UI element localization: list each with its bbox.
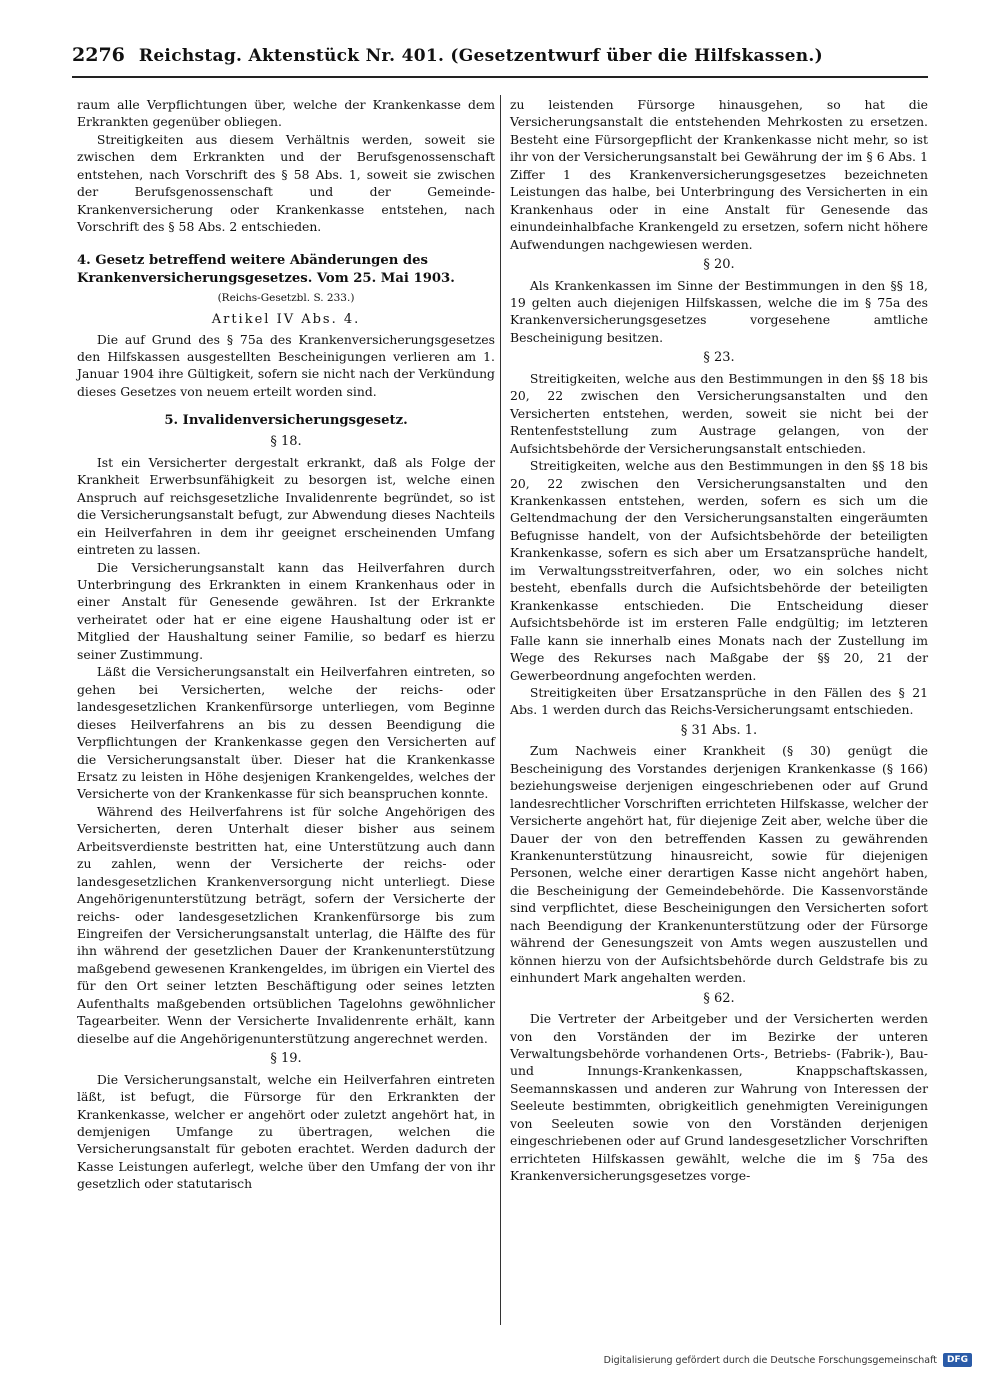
paragraph: Streitigkeiten, welche aus den Bestimmungen in den §§ 18 bis 20, 22 zwischen den Versicherungsanstalten und den Krankenkassen entstehen, werden, sofern es sich um die Geltendmachung der den Versicherungsanstalten eingeräumten Befugnisse handelt, von der Aufsichtsbehörde der beteiligten Krankenkasse, sofern es sich aber um Ersatzansprüche handelt, im Verwaltungsstreitverfahren, oder, wo ein solches nicht besteht, ebenfalls durch die Aufsichtsbehörde der beteiligten Krankenkasse entschieden. Die Entscheidung dieser Aufsichtsbehörde ist im ersteren Falle endgültig; im letzteren Falle kann sie innerhalb eines Monats nach der Zustellung im Wege des Rekurses nach Maßgabe der §§ 20, 21 der Gewerbeordnung angefochten werden. — [510, 458, 928, 683]
paragraph: Die auf Grund des § 75a des Krankenversicherungsgesetzes den Hilfskassen ausgestellten Bescheinigungen verlieren am 1. Januar 1904 ihre Gültigkeit, sofern sie nicht nach der Verkündung dieses Gesetzes von neuem erteilt worden sind. — [77, 331, 495, 399]
paragraph: Streitigkeiten aus diesem Verhältnis werden, soweit sie zwischen dem Erkrankten und der Berufsgenossenschaft entstehen, nach Vorschrift des § 58 Abs. 1, soweit sie zwischen der Berufsgenossenschaft und der Gemeinde-Krankenversicherung oder Krankenkasse entstehen, nach Vorschrift des § 58 Abs. 2 entschieden. — [77, 131, 495, 235]
paragraph-number: § 19. — [270, 1051, 302, 1067]
paragraph: raum alle Verpflichtungen über, welche der Krankenkasse dem Erkrankten gegenüber obliegen. — [77, 97, 495, 130]
paragraph: Die Versicherungsanstalt kann das Heilverfahren durch Unterbringung des Erkrankten in einem Krankenhaus oder in einer Anstalt für Genesende gewähren. Ist der Erkrankte verheiratet oder hat er eine eigene Haushaltung oder ist er Mitglied der Haushaltung seiner Familie, so bedarf es hierzu seiner Zustimmung. — [77, 559, 495, 662]
running-title: Reichstag. Aktenstück Nr. 401. (Gesetzentwurf über die Hilfskassen.) — [138, 46, 823, 66]
digitization-credit — [604, 1353, 972, 1367]
paragraph: Die Vertreter der Arbeitgeber und der Versicherten werden von den Vorständen der im Bezirke der unteren Verwaltungsbehörde vorhandenen Orts-, Betriebs- (Fabrik-), Bau- und Innungs-Krankenkassen, Knappschaftskassen, Seemannskassen und anderen zur Wahrung von Interessen der Seeleute bestimmten, obrigkeitlich genehmigten Vereinigungen von Seeleuten sowie von den Vorständen derjenigen eingeschriebenen oder auf Grund landesgesetzlicher Vorschriften errichteten Hilfskassen gewählt, welche die im § 75a des Krankenversicherungsgesetzes vorge- — [510, 1011, 928, 1184]
paragraph: Läßt die Versicherungsanstalt ein Heilverfahren eintreten, so gehen bei Versicherten, welche der reichs- oder landesgesetzlichen Krankenfürsorge unterliegen, vom Beginne dieses Heilverfahrens an bis zu dessen Beendigung die Verpflichtungen der Krankenkasse gegen den Versicherten auf die Versicherungsanstalt über. Dieser hat die Krankenkasse Ersatz zu leisten in Höhe desjenigen Krankengeldes, welches der Versicherte von der Krankenkasse für sich beanspruchen konnte. — [77, 664, 495, 802]
paragraph-number: § 20. — [703, 257, 735, 273]
paragraph-number: § 31 Abs. 1. — [680, 722, 758, 738]
paragraph: Als Krankenkassen im Sinne der Bestimmungen in den §§ 18, 19 gelten auch diejenigen Hilfskassen, welche die im § 75a des Krankenversicherungsgesetzes vorgesehene amtliche Bescheinigung besitzen. — [510, 277, 928, 345]
paragraph-number: § 62. — [703, 990, 735, 1006]
paragraph: Während des Heilverfahrens ist für solche Angehörigen des Versicherten, deren Unterhalt dieser bisher aus seinem Arbeitsverdienste bestritten hat, eine Unterstützung auch dann zu zahlen, wenn der Versicherte der reichs- oder landesgesetzlichen Krankenversorgung nicht unterliegt. Diese Angehörigenunterstützung beträgt, sofern der Versicherte der reichs- oder landesgesetzlichen Krankenfürsorge bis zum Eingreifen der Versicherungsanstalt unterlag, die Hälfte des für ihn während der gesetzlichen Dauer der Krankenunterstützung maßgebend gewesenen Krankengeldes, im übrigen ein Viertel des für den Ort seiner letzten Beschäftigung oder seines letzten Aufenthalts maßgebenden ortsüblichen Tagelohns gewöhnlicher Tagearbeiter. Wenn der Versicherte Invalidenrente erhält, kann dieselbe auf die Angehörigenunterstützung angerechnet werden. — [77, 803, 495, 1046]
source-citation: (Reichs-Gesetzbl. S. 233.) — [217, 291, 355, 304]
paragraph-number: § 18. — [270, 434, 302, 450]
left-column — [77, 96, 495, 1193]
paragraph: Zum Nachweis einer Krankheit (§ 30) genügt die Bescheinigung des Vorstandes derjenigen Krankenkasse (§ 166) beziehungsweise derjenigen eingeschriebenen oder auf Grund landesrechtlicher Vorschriften errichteten Hilfskasse, welcher der Versicherte angehört hat, für diejenige Zeit aber, welche über die Dauer der von den betreffenden Kassen zu gewährenden Krankenunterstützung hinausreicht, sowie für diejenigen Personen, welche einer derartigen Kasse nicht angehört haben, die Bescheinigung der Gemeindebehörde. Die Kassenvorstände sind verpflichtet, diese Bescheinigungen den Versicherten sofort nach Beendigung der Krankenunterstützung oder der Fürsorge während der Genesungszeit von Amts wegen auszustellen und können hierzu von der Aufsichtsbehörde durch Geldstrafe bis zu einhundert Mark angehalten werden. — [510, 743, 928, 986]
paragraph: Die Versicherungsanstalt, welche ein Heilverfahren eintreten läßt, ist befugt, die Fürsorge für den Erkrankten der Krankenkasse, welcher er angehört oder zuletzt angehört hat, in demjenigen Umfange zu übertragen, welchen die Versicherungsanstalt für geboten erachtet. Werden dadurch der Kasse Leistungen auferlegt, welche über den Umfang der von ihr gesetzlich oder statutarisch — [77, 1071, 495, 1192]
right-column — [510, 96, 928, 1185]
paragraph: Streitigkeiten, welche aus den Bestimmungen in den §§ 18 bis 20, 22 zwischen den Versicherungsanstalten und den Versicherten entstehen, werden, soweit sie nicht bei der Rentenfeststellung zum Austrage gelangen, von der Aufsichtsbehörde der Versicherungsanstalt entschieden. — [510, 370, 928, 456]
paragraph: zu leistenden Fürsorge hinausgehen, so hat die Versicherungsanstalt die entstehenden Mehrkosten zu ersetzen. Besteht eine Fürsorgepflicht der Krankenkasse nicht mehr, so ist ihr von der Versicherungsanstalt bei Gewährung der im § 6 Abs. 1 Ziffer 1 des Krankenversicherungsgesetzes bezeichneten Leistungen das halbe, bei Unterbringung des Versicherten in ein Krankenhaus oder in eine Anstalt für Genesende das einundeinhalbfache Krankengeld zu ersetzen, sofern nicht höhere Aufwendungen nachgewiesen werden. — [510, 97, 928, 252]
article-heading: Artikel IV Abs. 4. — [211, 312, 361, 328]
section-heading: 4. Gesetz betreffend weitere Abänderungen des Krankenversicherungsgesetzes. Vom 25. Mai 1903. — [77, 252, 455, 286]
paragraph-number: § 23. — [703, 350, 735, 366]
dfg-logo-icon: DFG — [943, 1353, 972, 1367]
credit-text: Digitalisierung gefördert durch die Deutsche Forschungsgemeinschaft — [603, 1354, 937, 1366]
paragraph: Streitigkeiten über Ersatzansprüche in den Fällen des § 21 Abs. 1 werden durch das Reichs-Versicherungsamt entschieden. — [510, 684, 928, 718]
section-heading: 5. Invalidenversicherungsgesetz. — [164, 413, 408, 429]
page-header — [72, 44, 928, 78]
paragraph: Ist ein Versicherter dergestalt erkrankt, daß als Folge der Krankheit Erwerbsunfähigkeit zu besorgen ist, welche einen Anspruch auf reichsgesetzliche Invalidenrente begründet, so ist die Versicherungsanstalt befugt, zur Abwendung dieses Nachteils ein Heilverfahren in dem ihr geeignet erscheinenden Umfang eintreten zu lassen. — [77, 454, 495, 558]
column-divider — [500, 95, 501, 1325]
page-number: 2276 — [72, 44, 125, 66]
